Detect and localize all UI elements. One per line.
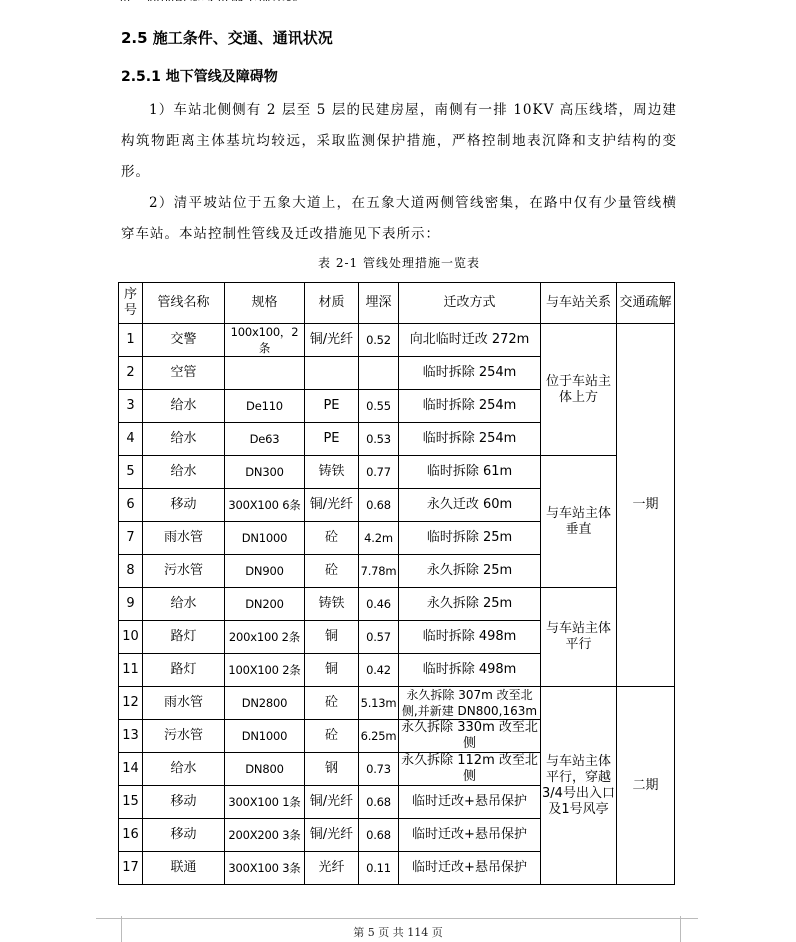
paragraph-2: 2）清平坡站位于五象大道上，在五象大道两侧管线密集，在路中仅有少量管线横穿车站。本站控制性管线及迁改措施见下表所示：: [121, 195, 677, 242]
cell-method: 永久拆除 25m: [399, 588, 541, 621]
cell-spec: 100X100 2条: [225, 654, 305, 687]
cell-pipe-name: 移动: [143, 819, 225, 852]
cell-index: 6: [119, 489, 143, 522]
cell-material: [305, 357, 359, 390]
cell-spec: 100x100，2条: [225, 324, 305, 357]
cell-depth: 5.13m: [359, 687, 399, 720]
cell-pipe-name: 空管: [143, 357, 225, 390]
cell-spec: DN1000: [225, 720, 305, 753]
table-row: [119, 324, 675, 357]
cell-material: 光纤: [305, 852, 359, 885]
page-footer: 第 5 页 共 114 页: [353, 926, 443, 939]
cell-pipe-name: 移动: [143, 489, 225, 522]
cell-material: 铜/光纤: [305, 819, 359, 852]
header-cell: 序号: [119, 283, 143, 324]
cell-pipe-name: 路灯: [143, 621, 225, 654]
cell-material: 砼: [305, 522, 359, 555]
table-row: [119, 456, 675, 489]
cell-pipe-name: 给水: [143, 753, 225, 786]
cell-material: 钢: [305, 753, 359, 786]
cell-spec: 200x100 2条: [225, 621, 305, 654]
cell-depth: 0.55: [359, 390, 399, 423]
cut-off-text: [118, 0, 678, 1]
table-row: [119, 588, 675, 621]
cell-index: 4: [119, 423, 143, 456]
header-cell: 埋深: [359, 283, 399, 324]
cell-relation: 与车站主体平行: [541, 588, 617, 687]
cell-depth: 0.68: [359, 786, 399, 819]
cell-spec: DN1000: [225, 522, 305, 555]
cell-depth: 0.73: [359, 753, 399, 786]
header-cell: 交通疏解: [617, 283, 675, 324]
cell-spec: DN200: [225, 588, 305, 621]
cell-spec: DN800: [225, 753, 305, 786]
pipeline-table: [118, 282, 675, 885]
cell-material: 铸铁: [305, 588, 359, 621]
cell-material: 铸铁: [305, 456, 359, 489]
cell-pipe-name: 给水: [143, 423, 225, 456]
cell-index: 17: [119, 852, 143, 885]
cell-method: 向北临时迁改 272m: [399, 324, 541, 357]
cell-depth: 0.52: [359, 324, 399, 357]
cell-method: 临时拆除 61m: [399, 456, 541, 489]
cell-traffic: 一期: [617, 324, 675, 687]
cell-method: 临时拆除 254m: [399, 357, 541, 390]
cell-pipe-name: 交警: [143, 324, 225, 357]
cell-relation: 与车站主体垂直: [541, 456, 617, 588]
cell-method: 临时迁改+悬吊保护: [399, 786, 541, 819]
cell-material: PE: [305, 390, 359, 423]
cell-pipe-name: 移动: [143, 786, 225, 819]
cell-pipe-name: 联通: [143, 852, 225, 885]
cell-spec: De110: [225, 390, 305, 423]
header-cell: 管线名称: [143, 283, 225, 324]
cell-material: 铜/光纤: [305, 786, 359, 819]
cell-depth: 6.25m: [359, 720, 399, 753]
cell-method: 临时迁改+悬吊保护: [399, 852, 541, 885]
cell-relation: 与车站主体平行，穿越3/4号出入口及1号风亭: [541, 687, 617, 885]
cell-depth: 4.2m: [359, 522, 399, 555]
cell-pipe-name: 污水管: [143, 720, 225, 753]
cell-method: 永久拆除 25m: [399, 555, 541, 588]
cell-depth: 0.68: [359, 489, 399, 522]
table-header-row: [119, 283, 675, 324]
cell-index: 5: [119, 456, 143, 489]
cell-depth: 0.68: [359, 819, 399, 852]
cell-method: 临时拆除 254m: [399, 390, 541, 423]
cell-pipe-name: 路灯: [143, 654, 225, 687]
cell-index: 13: [119, 720, 143, 753]
cell-spec: DN2800: [225, 687, 305, 720]
cell-depth: [359, 357, 399, 390]
cell-depth: 0.57: [359, 621, 399, 654]
header-cell: 材质: [305, 283, 359, 324]
cell-material: 砼: [305, 687, 359, 720]
cell-depth: 0.11: [359, 852, 399, 885]
cell-material: PE: [305, 423, 359, 456]
cell-method: 临时迁改+悬吊保护: [399, 819, 541, 852]
cell-method: 永久迁改 60m: [399, 489, 541, 522]
cell-index: 2: [119, 357, 143, 390]
cell-depth: 0.46: [359, 588, 399, 621]
cell-index: 9: [119, 588, 143, 621]
cell-method: 永久拆除 307m 改至北侧,并新建 DN800,163m: [399, 687, 541, 720]
cell-material: 铜/光纤: [305, 324, 359, 357]
subsection-title: 2.5.1 地下管线及障碍物: [121, 69, 278, 85]
cell-pipe-name: 给水: [143, 390, 225, 423]
cell-index: 3: [119, 390, 143, 423]
cell-depth: 0.77: [359, 456, 399, 489]
cell-pipe-name: 给水: [143, 456, 225, 489]
cell-index: 15: [119, 786, 143, 819]
cell-method: 临时拆除 25m: [399, 522, 541, 555]
cell-relation: 位于车站主体上方: [541, 324, 617, 456]
cell-spec: 300X100 3条: [225, 852, 305, 885]
cell-pipe-name: 雨水管: [143, 687, 225, 720]
cell-index: 1: [119, 324, 143, 357]
cell-pipe-name: 给水: [143, 588, 225, 621]
cell-method: 临时拆除 254m: [399, 423, 541, 456]
cell-index: 10: [119, 621, 143, 654]
cell-traffic: 二期: [617, 687, 675, 885]
cell-depth: 7.78m: [359, 555, 399, 588]
cell-spec: [225, 357, 305, 390]
cell-material: 铜: [305, 654, 359, 687]
cell-material: 砼: [305, 555, 359, 588]
cell-index: 7: [119, 522, 143, 555]
header-cell: 规格: [225, 283, 305, 324]
cell-pipe-name: 污水管: [143, 555, 225, 588]
cell-index: 11: [119, 654, 143, 687]
cell-pipe-name: 雨水管: [143, 522, 225, 555]
cell-spec: 300X100 6条: [225, 489, 305, 522]
section-title: 2.5 施工条件、交通、通讯状况: [121, 29, 333, 47]
table-caption: 表 2-1 管线处理措施一览表: [318, 256, 480, 270]
cell-index: 8: [119, 555, 143, 588]
cell-method: 永久拆除 112m 改至北侧: [399, 753, 541, 786]
cell-depth: 0.53: [359, 423, 399, 456]
cell-spec: 300X100 1条: [225, 786, 305, 819]
cell-index: 16: [119, 819, 143, 852]
footer-divider: [96, 918, 698, 919]
cell-spec: DN900: [225, 555, 305, 588]
cell-material: 铜: [305, 621, 359, 654]
cell-depth: 0.42: [359, 654, 399, 687]
cell-spec: 200X200 3条: [225, 819, 305, 852]
cell-spec: De63: [225, 423, 305, 456]
cell-method: 临时拆除 498m: [399, 621, 541, 654]
cell-index: 12: [119, 687, 143, 720]
cell-index: 14: [119, 753, 143, 786]
paragraph-1: 1）车站北侧侧有 2 层至 5 层的民建房屋，南侧有一排 10KV 高压线塔，周边建构筑物距离主体基坑均较远，采取监测保护措施，严格控制地表沉降和支护结构的变形。: [121, 102, 677, 180]
header-cell: 与车站关系: [541, 283, 617, 324]
cell-material: 铜/光纤: [305, 489, 359, 522]
cell-material: 砼: [305, 720, 359, 753]
cell-method: 永久拆除 330m 改至北侧: [399, 720, 541, 753]
header-cell: 迁改方式: [399, 283, 541, 324]
cell-method: 临时拆除 498m: [399, 654, 541, 687]
cell-spec: DN300: [225, 456, 305, 489]
table-row: [119, 687, 675, 720]
